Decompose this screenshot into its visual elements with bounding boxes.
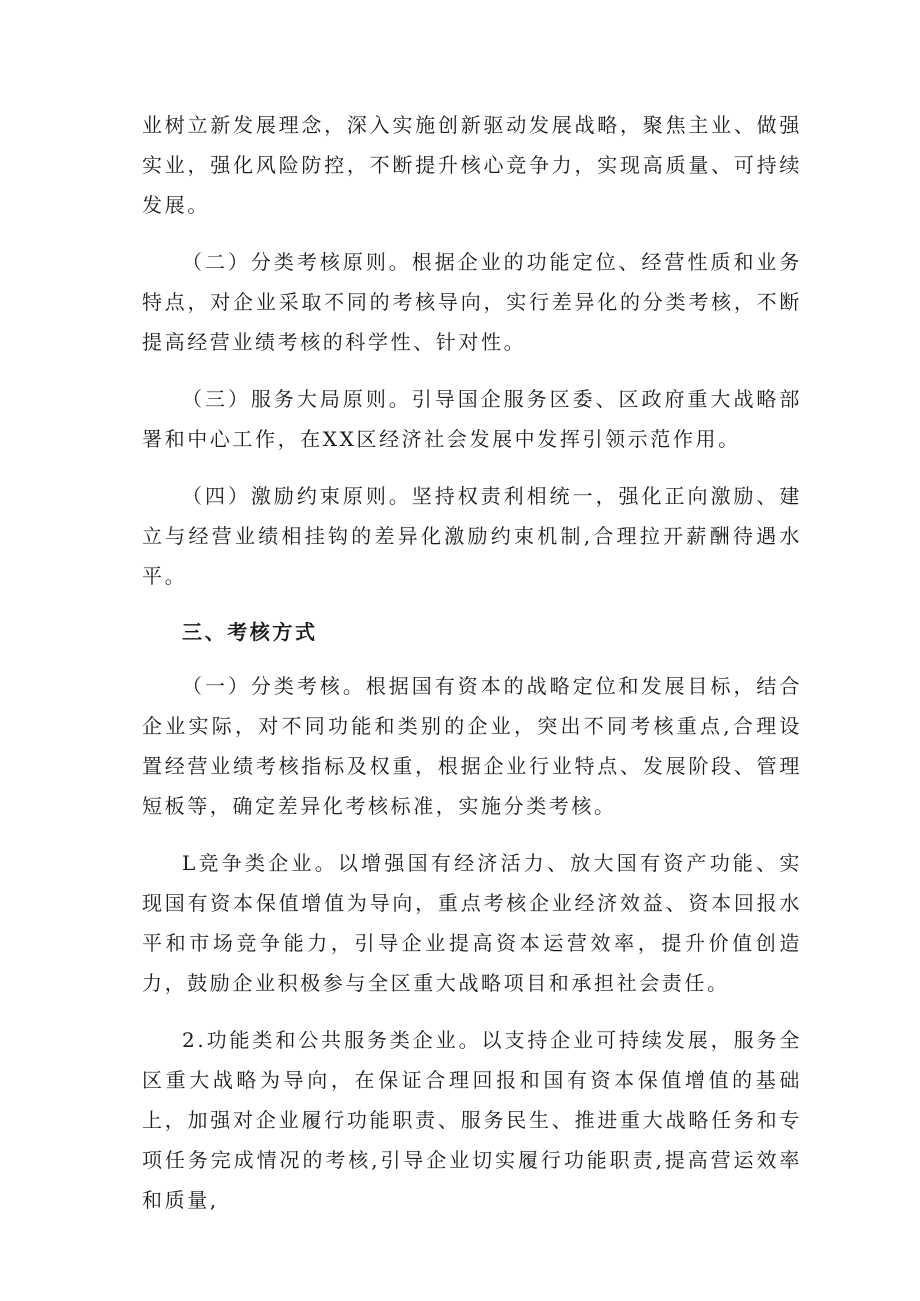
paragraph-competitive-enterprises: L竞争类企业。以增强国有经济活力、放大国有资产功能、实现国有资本保值增值为导向，重点考核企业经济效益、资本回报水平和市场竞争能力，引导企业提高资本运营效率，提升价值创造力，鼓励企业积极参与全区重大战略项目和承担社会责任。 bbox=[142, 851, 802, 995]
paragraph-functional-enterprises: 2.功能类和公共服务类企业。以支持企业可持续发展，服务全区重大战略为导向，在保证合理回报和国有资本保值增值的基础上，加强对企业履行功能职责、服务民生、推进重大战略任务和专项任务完成情况的考核,引导企业切实履行功能职责,提高营运效率和质量, bbox=[142, 1028, 802, 1212]
paragraph-incentive-principle: （四）激励约束原则。坚持权责利相统一，强化正向激励、建立与经营业绩相挂钩的差异化激励约束机制,合理拉开薪酬待遇水平。 bbox=[142, 484, 802, 588]
paragraph-service-principle: （三）服务大局原则。引导国企服务区委、区政府重大战略部署和中心工作，在XX区经济社会发展中发挥引领示范作用。 bbox=[142, 387, 802, 451]
paragraph-classification-principle: （二）分类考核原则。根据企业的功能定位、经营性质和业务特点，对企业采取不同的考核导向，实行差异化的分类考核，不断提高经营业绩考核的科学性、针对性。 bbox=[142, 250, 802, 354]
paragraph-classified-assessment: （一）分类考核。根据国有资本的战略定位和发展目标，结合企业实际，对不同功能和类别的企业，突出不同考核重点,合理设置经营业绩考核指标及权重，根据企业行业特点、发展阶段、管理短板等，确定差异化考核标准，实施分类考核。 bbox=[142, 674, 802, 818]
section-heading: 三、考核方式 bbox=[182, 620, 318, 644]
paragraph-continuation: 业树立新发展理念，深入实施创新驱动发展战略，聚焦主业、做强实业，强化风险防控，不断提升核心竞争力，实现高质量、可持续发展。 bbox=[142, 113, 802, 217]
document-body bbox=[142, 105, 802, 1220]
